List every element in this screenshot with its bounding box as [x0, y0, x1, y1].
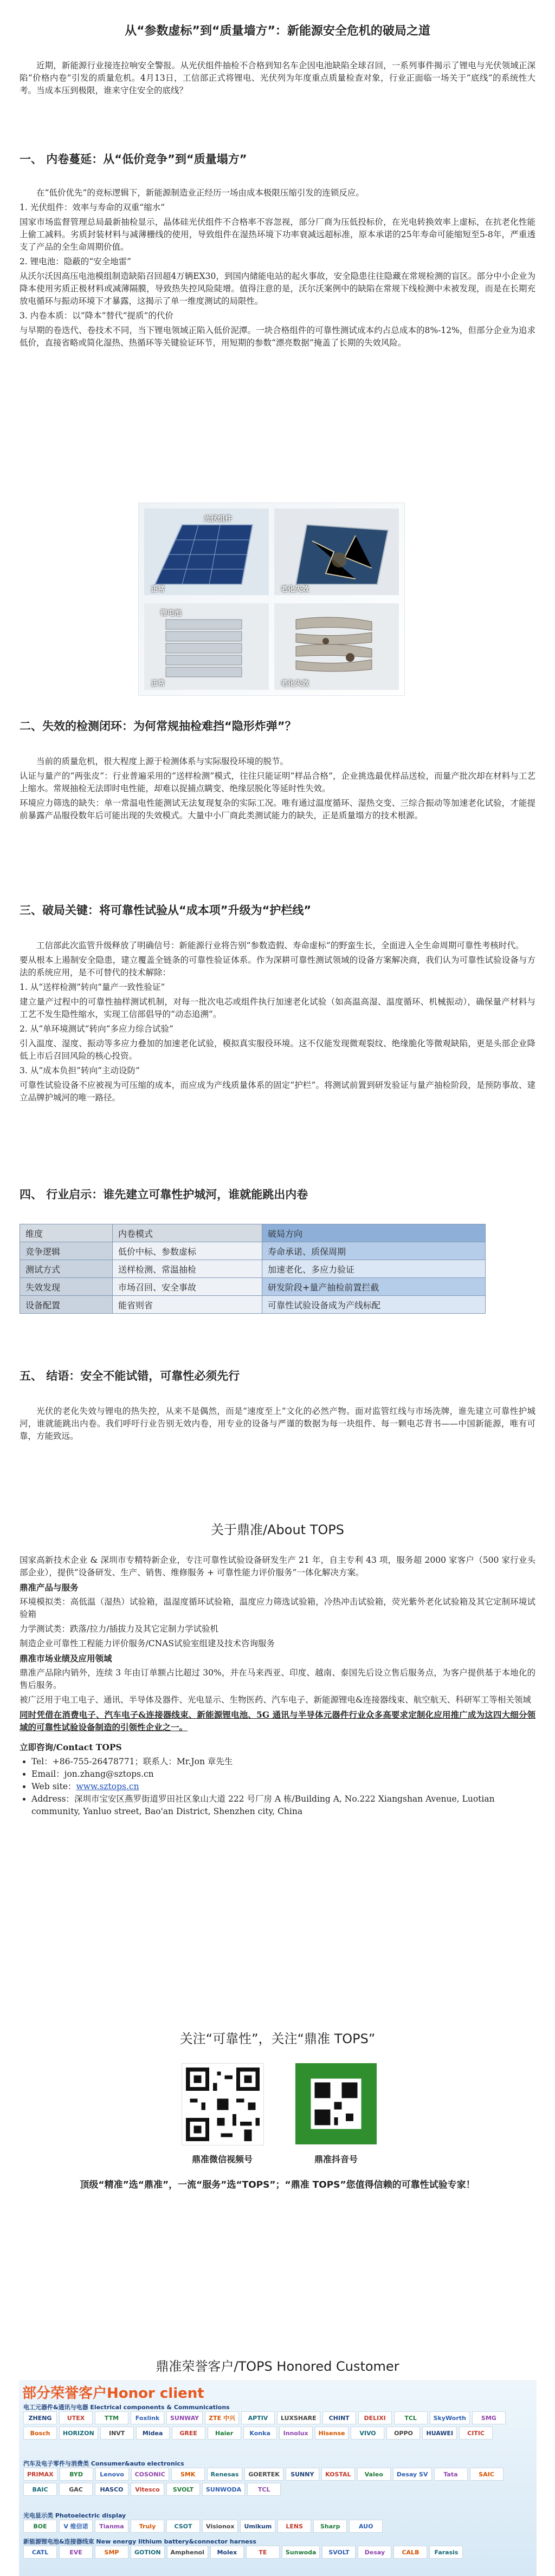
- table-cell: 失效发现: [20, 1278, 113, 1296]
- section-1-body: [20, 187, 535, 351]
- client-logo: SAIC: [470, 2468, 504, 2481]
- client-logo: BAIC: [23, 2483, 57, 2496]
- s1-point-1-label: 1. 光伏组件：效率与寿命的双重“缩水”: [20, 203, 165, 212]
- section-5-heading: 五、 结语：安全不能试错，可靠性必须先行: [20, 1369, 240, 1382]
- client-logo: CSOT: [166, 2520, 200, 2533]
- client-logo: SMP: [95, 2546, 128, 2559]
- about-product-item: 力学测试类：跌落/拉力/插拔力及其它定制力学试验机: [20, 1624, 218, 1634]
- about-market-title: 鼎准市场业绩及应用领域: [20, 1653, 112, 1664]
- table-row: [20, 1296, 486, 1314]
- client-logo: DELIXI: [358, 2411, 392, 2424]
- client-logo: COSONIC: [131, 2468, 169, 2481]
- s3-paragraph-1: 工信部此次监管升级释放了明确信号：新能源行业将告别“参数造假、寿命虚标”的野蛮生长，全面进入全生命周期可靠性考核时代。: [36, 941, 524, 950]
- s3-point-2-label: 2. 从“单环境测试”转向“多应力综合试验”: [20, 1024, 173, 1034]
- s1-point-3-label: 3. 内卷本质：以“降本”替代“提质”的代价: [20, 311, 173, 321]
- table-header-cell: 破局方向: [262, 1224, 486, 1242]
- s5-paragraph-1: 光伏的老化失效与锂电的热失控，从来不是偶然，而是“速度至上”文化的必然产物。面对监管红线与市场洗牌，谁先建立可靠性护城河，谁就能跳出内卷。我们呼吁行业告别无效内卷，用专业的设备与严谨的数据为每一块组件、每一颗电芯背书——中国新能源，唯有可靠，方能致远。: [20, 1406, 535, 1441]
- s3-point-3-text: 可靠性试验设备不应被视为可压缩的成本，而应成为产线质量体系的固定“护栏”。将测试前置到研发验证与量产抽检阶段，是预防事故、建立品牌护城河的唯一路径。: [20, 1080, 535, 1103]
- client-logo: Sunwoda: [282, 2546, 320, 2559]
- about-clients-line: 同时凭借在消费电子、汽车电子&连接器线束、新能源锂电池、5G 通讯与半导体元器件行业众多高要求定制化应用推广成为这四大细分领域的可靠性试验设备制造的引领性企业之一。: [20, 1710, 535, 1732]
- client-logo: Desay SV: [393, 2468, 432, 2481]
- client-logo: HORIZON: [59, 2427, 98, 2440]
- section-1-heading: 一、 内卷蔓延：从“低价竞争”到“质量塌方”: [20, 153, 247, 166]
- s3-point-3-label: 3. 从“成本负担”转向“主动设防”: [20, 1066, 140, 1075]
- client-logo: Bosch: [23, 2427, 57, 2440]
- table-cell: 市场召回、安全事故: [113, 1278, 262, 1296]
- about-market-text: 鼎准产品除内销外，连续 3 年由订单额占比超过 30%，并在马来西亚、印度、越南、泰国先后设立售后服务点，为客户提供基于本地化的售后服务。: [20, 1668, 535, 1690]
- client-logo: Molex: [210, 2546, 244, 2559]
- client-logo: SVOLT: [322, 2546, 356, 2559]
- wechat-qr-caption: 鼎准微信视频号: [191, 2154, 253, 2164]
- client-logo: CHINT: [322, 2411, 356, 2424]
- client-logo-grid: [23, 2411, 533, 2440]
- client-logo: APTIV: [241, 2411, 275, 2424]
- client-logo: Desay: [358, 2546, 391, 2559]
- follow-heading: 关注“可靠性”，关注“鼎准 TOPS”: [179, 2031, 376, 2046]
- section-3-heading: 三、破局关键：将可靠性试验从“成本项”升级为“护栏线”: [20, 904, 312, 917]
- about-fields-text: 被广泛用于电工电子、通讯、半导体及器件、光电显示、生物医药、汽车电子、新能源锂电&连接器线束、航空航天、科研军工等相关领域: [20, 1695, 531, 1705]
- contact-address: • Address：深圳市宝安区燕罗街道罗田社区象山大道 222 号厂房 A 栋/Building A, No.222 Xiangshan Avenue, Luotian community, Yanluo street, Bao'an District, Shenzhen city, China: [31, 1793, 535, 1818]
- table-cell: 设备配置: [20, 1296, 113, 1314]
- contact-list: [20, 1756, 535, 1818]
- client-logo: Renesas: [207, 2468, 243, 2481]
- client-logo: Konka: [243, 2427, 277, 2440]
- client-logo: Amphenol: [167, 2546, 208, 2559]
- honored-heading: 鼎准荣誉客户/TOPS Honored Customer: [156, 2359, 399, 2374]
- client-logo: OPPO: [386, 2427, 420, 2440]
- client-logo: Tianma: [95, 2520, 128, 2533]
- intro-section: [20, 60, 535, 99]
- client-logo: TCL: [394, 2411, 428, 2424]
- client-logo: SMG: [472, 2411, 506, 2424]
- client-logo: BYD: [60, 2468, 93, 2481]
- client-logo: PRIMAX: [23, 2468, 57, 2481]
- client-logo: BOE: [23, 2520, 57, 2533]
- figure-label-solar-aged: 老化失效: [281, 585, 309, 594]
- client-logo: GREE: [172, 2427, 205, 2440]
- client-logo: CALB: [393, 2546, 427, 2559]
- s2-paragraph-2: 认证与量产的“两张皮”：行业普遍采用的“送样检测”模式，往往只能证明“样品合格”，企业挑选最优样品送检，而量产批次却在材料与工艺上缩水。常规抽检无法即时电性能，却难以捉捕点瞒变、绝缘层脱化等延时性失效。: [20, 771, 535, 793]
- client-logo: Farasis: [429, 2546, 463, 2559]
- about-intro: 国家高新技术企业 & 深圳市专精特新企业，专注可靠性试验设备研发生产 21 年，自主专利 43 项，服务超 2000 家客户（500 家行业头部企业），提供“设备研发、生产、销售、维修服务 + 可靠性能力评价服务”一体化解决方案。: [20, 1555, 535, 1577]
- client-category-label: 光电显示类 Photoelectric display: [23, 2512, 126, 2519]
- client-logo: V 维信诺: [59, 2520, 93, 2533]
- client-logo: Foxlink: [131, 2411, 164, 2424]
- client-logo: GOERTEK: [244, 2468, 283, 2481]
- qr-code-image: [182, 2064, 263, 2145]
- section-3-body: [20, 940, 535, 1106]
- client-category-label: 汽车及电子零件与消费类 Consumer&auto electronics: [23, 2460, 184, 2467]
- s3-point-1-label: 1. 从“送样检测”转向“量产一致性验证”: [20, 982, 165, 992]
- client-logo: HASCO: [95, 2483, 128, 2496]
- client-category-label: 新能源锂电池&连接器线束 New energy lithium battery&connector harness: [23, 2538, 256, 2545]
- s1-point-1-text: 国家市场监督管理总局最新抽检显示，晶体硅光伏组件不合格率不容忽视，部分厂商为压低投标价，在光电转换效率上虚标，在抗老化性能上偷工减料。劣质封装材料与减薄栅线的使用，导致组件在湿热环境下功率衰减远超标准，原本承诺的25年寿命可能缩短至5-8年，严重透支了产品的全生命周期价值。: [20, 217, 535, 252]
- client-logo-grid: [23, 2468, 533, 2496]
- table-cell: 送样检测、常温抽检: [113, 1260, 262, 1278]
- table-cell: 可靠性试验设备成为产线标配: [262, 1296, 486, 1314]
- website-link[interactable]: www.sztops.cn: [76, 1782, 139, 1791]
- section-2-body: [20, 755, 535, 824]
- client-logo: Truly: [131, 2520, 164, 2533]
- client-logo: Vitesco: [131, 2483, 164, 2496]
- table-cell: 低价中标、参数虚标: [113, 1242, 262, 1260]
- contact-web: [31, 1781, 535, 1793]
- table-row: [20, 1260, 486, 1278]
- section-2-heading: 二、失效的检测闭环：为何常规抽检难挡“隐形炸弹”？: [20, 720, 296, 733]
- section-5-body: [20, 1405, 535, 1445]
- client-logo: ZTE 中兴: [205, 2411, 239, 2424]
- about-product-item: 制造企业可靠性工程能力评价服务/CNAS试验室组建及技术咨询服务: [20, 1639, 275, 1648]
- client-logo: INVT: [100, 2427, 134, 2440]
- honored-banner-title: 部分荣誉客户Honor client: [22, 2385, 204, 2402]
- about-product-item: 环境模拟类：高低温（湿热）试验箱，温湿度循环试验箱，温度应力筛选试验箱，冷热冲击试验箱，荧光紫外老化试验箱及其它定制环境试验箱: [20, 1597, 535, 1619]
- client-logo: Hisense: [315, 2427, 349, 2440]
- article-title: 从“参数虚标”到“质量墙方”：新能源安全危机的破局之道: [125, 24, 430, 38]
- client-logo: KOSTAL: [321, 2468, 355, 2481]
- table-header-cell: 维度: [20, 1224, 113, 1242]
- client-logo: Umikum: [240, 2520, 275, 2533]
- client-logo: Visionox: [202, 2520, 238, 2533]
- client-logo: CATL: [23, 2546, 57, 2559]
- figure-label-solar-normal: 正常: [151, 585, 165, 594]
- client-logo: SUNWAY: [166, 2411, 203, 2424]
- s1-point-3-text: 与早期的卷迭代、卷技术不同，当下锂电领域正陷入低价泥潭。一块合格组件的可靠性测试成本约占总成本的8%-12%，但部分企业为追求低价，直接省略或简化湿热、热循环等关键验证环节，用短期的参数“漂亮数据”掩盖了长期的失效风险。: [20, 325, 535, 348]
- client-logo: SVOLT: [166, 2483, 200, 2496]
- figure-label-solar: 光伏组件: [204, 515, 233, 523]
- table-cell: 能省则省: [113, 1296, 262, 1314]
- client-category-label: 电工元器件&通讯与电器 Electrical components & Communications: [23, 2404, 230, 2411]
- client-logo: TE: [246, 2546, 280, 2559]
- s2-paragraph-1: 当前的质量危机，很大程度上源于检测体系与实际服役环境的脱节。: [36, 757, 289, 766]
- table-cell: 寿命承诺、质保周期: [262, 1242, 486, 1260]
- contact-title: 立即咨询/Contact TOPS: [20, 1742, 122, 1752]
- table-row: [20, 1242, 486, 1260]
- client-logo: TTM: [95, 2411, 128, 2424]
- client-logo: Tata: [434, 2468, 468, 2481]
- table-cell: 测试方式: [20, 1260, 113, 1278]
- douyin-qr-caption: 鼎准抖音号: [314, 2154, 358, 2164]
- contact-tel: • Tel：+86-755-26478771；联系人：Mr.Jon 章先生: [31, 1756, 535, 1768]
- about-products-title: 鼎准产品与服务: [20, 1582, 79, 1593]
- table-header-row: [20, 1224, 486, 1242]
- contact-web-label: Web site：: [31, 1782, 76, 1791]
- s3-paragraph-2: 要从根本上遏制安全隐患，建立覆盖全链条的可靠性验证体系。作为深耕可靠性测试领域的设备方案解决商，我们认为可靠性试验设备与方法的系统应用，是不可替代的技术解除：: [20, 955, 535, 977]
- client-logo: UTEX: [59, 2411, 93, 2424]
- intro-paragraph: 近期，新能源行业接连拉响安全警报。从光伏组件抽检不合格到知名车企因电池缺陷全球召回，一系列事件揭示了锂电与光伏领域正深陷“价格内卷”引发的质量危机。4月13日，工信部正式将锂电、光伏列为年度重点质量检查对象，行业正面临一场关于“底线”的系统性大考。当成本压到极限，谁来守住安全的底线？: [20, 61, 535, 95]
- client-logo: VIVO: [351, 2427, 384, 2440]
- client-logo: SUNNY: [286, 2468, 319, 2481]
- client-logo-grid: [23, 2520, 533, 2533]
- s3-point-2-text: 引入温度、湿度、振动等多应力叠加的加速老化试验，模拟真实服役环境。这不仅能发现微观裂纹、绝缘脆化等微观缺陷，更是头部企业降低上市后召回风险的核心投资。: [20, 1039, 535, 1061]
- s1-paragraph-1: 在“低价优先”的竞标逻辑下，新能源制造业正经历一场由成本极限压缩引发的连锁反应。: [36, 188, 364, 198]
- solar-aged-panel: [274, 508, 399, 595]
- client-logo: LUXSHARE: [277, 2411, 320, 2424]
- client-logo: Valeo: [357, 2468, 391, 2481]
- figure-label-battery: 锂电池: [160, 609, 182, 617]
- table-cell: 加速老化、多应力验证: [262, 1260, 486, 1278]
- battery-aged-image: [274, 603, 399, 690]
- client-logo: SUNWODA: [202, 2483, 245, 2496]
- honored-clients-banner: [19, 2380, 537, 2576]
- client-logo: Sharp: [313, 2520, 347, 2533]
- client-logo: GOTION: [131, 2546, 165, 2559]
- table-cell: 竞争逻辑: [20, 1242, 113, 1260]
- wechat-qr-code[interactable]: [182, 2063, 264, 2145]
- about-heading: 关于鼎准/About TOPS: [211, 1522, 344, 1537]
- s1-point-2-text: 从沃尔沃因高压电池模组制造缺陷召回超4万辆EX30，到国内储能电站的起火事故，安全隐患往往隐藏在常规检测的盲区。部分中小企业为降本使用劣质正极材料或减薄隔膜，导致热失控风险陡增。值得注意的是，沃尔沃案例中的缺陷在常规下线检测中未被发现，而是在长期充放电循环与振动环境下才暴露，这揭示了单一维度测试的局限性。: [20, 271, 535, 306]
- client-logo: CITIC: [459, 2427, 493, 2440]
- client-logo: SkyWorth: [430, 2411, 470, 2424]
- table-header-cell: 内卷模式: [113, 1224, 262, 1242]
- client-logo: ZHENG: [23, 2411, 57, 2424]
- contact-email[interactable]: • Email：jon.zhang@sztops.cn: [31, 1768, 535, 1781]
- client-logo-grid: [23, 2546, 533, 2559]
- failure-comparison-figure: [138, 503, 405, 696]
- figure-label-battery-aged: 老化失效: [281, 680, 309, 688]
- figure-label-battery-normal: 正常: [151, 680, 165, 688]
- client-logo: HUAWEI: [422, 2427, 457, 2440]
- client-logo: TCL: [247, 2483, 281, 2496]
- douyin-qr-code[interactable]: [295, 2063, 377, 2144]
- client-logo: AUO: [349, 2520, 383, 2533]
- brand-slogan: 顶级“精准”选“鼎准”，一流“服务”选“TOPS”；“鼎准 TOPS”您值得信赖的可靠性试验专家！: [80, 2180, 475, 2190]
- client-logo: GAC: [59, 2483, 93, 2496]
- client-logo: LENS: [278, 2520, 311, 2533]
- about-section: [20, 1554, 535, 1818]
- section-4-heading: 四、 行业启示：谁先建立可靠性护城河，谁就能跳出内卷: [20, 1188, 308, 1201]
- comparison-table: [20, 1224, 486, 1314]
- s2-paragraph-3: 环境应力筛选的缺失：单一常温电性能测试无法复现复杂的实际工况。唯有通过温度循环、湿热交变、三综合振动等加速老化试验，才能提前暴露产品服役数年后可能出现的失效模式。大量中小厂商此类测试能力的缺失，正是质量塌方的技术根源。: [20, 798, 535, 820]
- client-logo: Lenovo: [95, 2468, 129, 2481]
- client-logo: Midea: [136, 2427, 170, 2440]
- s1-point-2-label: 2. 锂电池：隐蔽的“安全地雷”: [20, 257, 132, 266]
- solar-aged-image: [274, 508, 399, 595]
- client-logo: Haier: [208, 2427, 241, 2440]
- table-cell: 研发阶段+量产抽检前置拦截: [262, 1278, 486, 1296]
- table-row: [20, 1278, 486, 1296]
- client-logo: EVE: [59, 2546, 93, 2559]
- client-logo: Innolux: [279, 2427, 313, 2440]
- s3-point-1-text: 建立量产过程中的可靠性抽样测试机制，对每一批次电芯或组件执行加速老化试验（如高温高湿、温度循环、机械振动），确保量产材料与工艺不发生隐性缩水，实现工信部倡导的“动态追溯”。: [20, 997, 535, 1019]
- battery-aged-panel: [274, 603, 399, 690]
- client-logo: SMK: [171, 2468, 205, 2481]
- douyin-qr-image: [295, 2063, 377, 2144]
